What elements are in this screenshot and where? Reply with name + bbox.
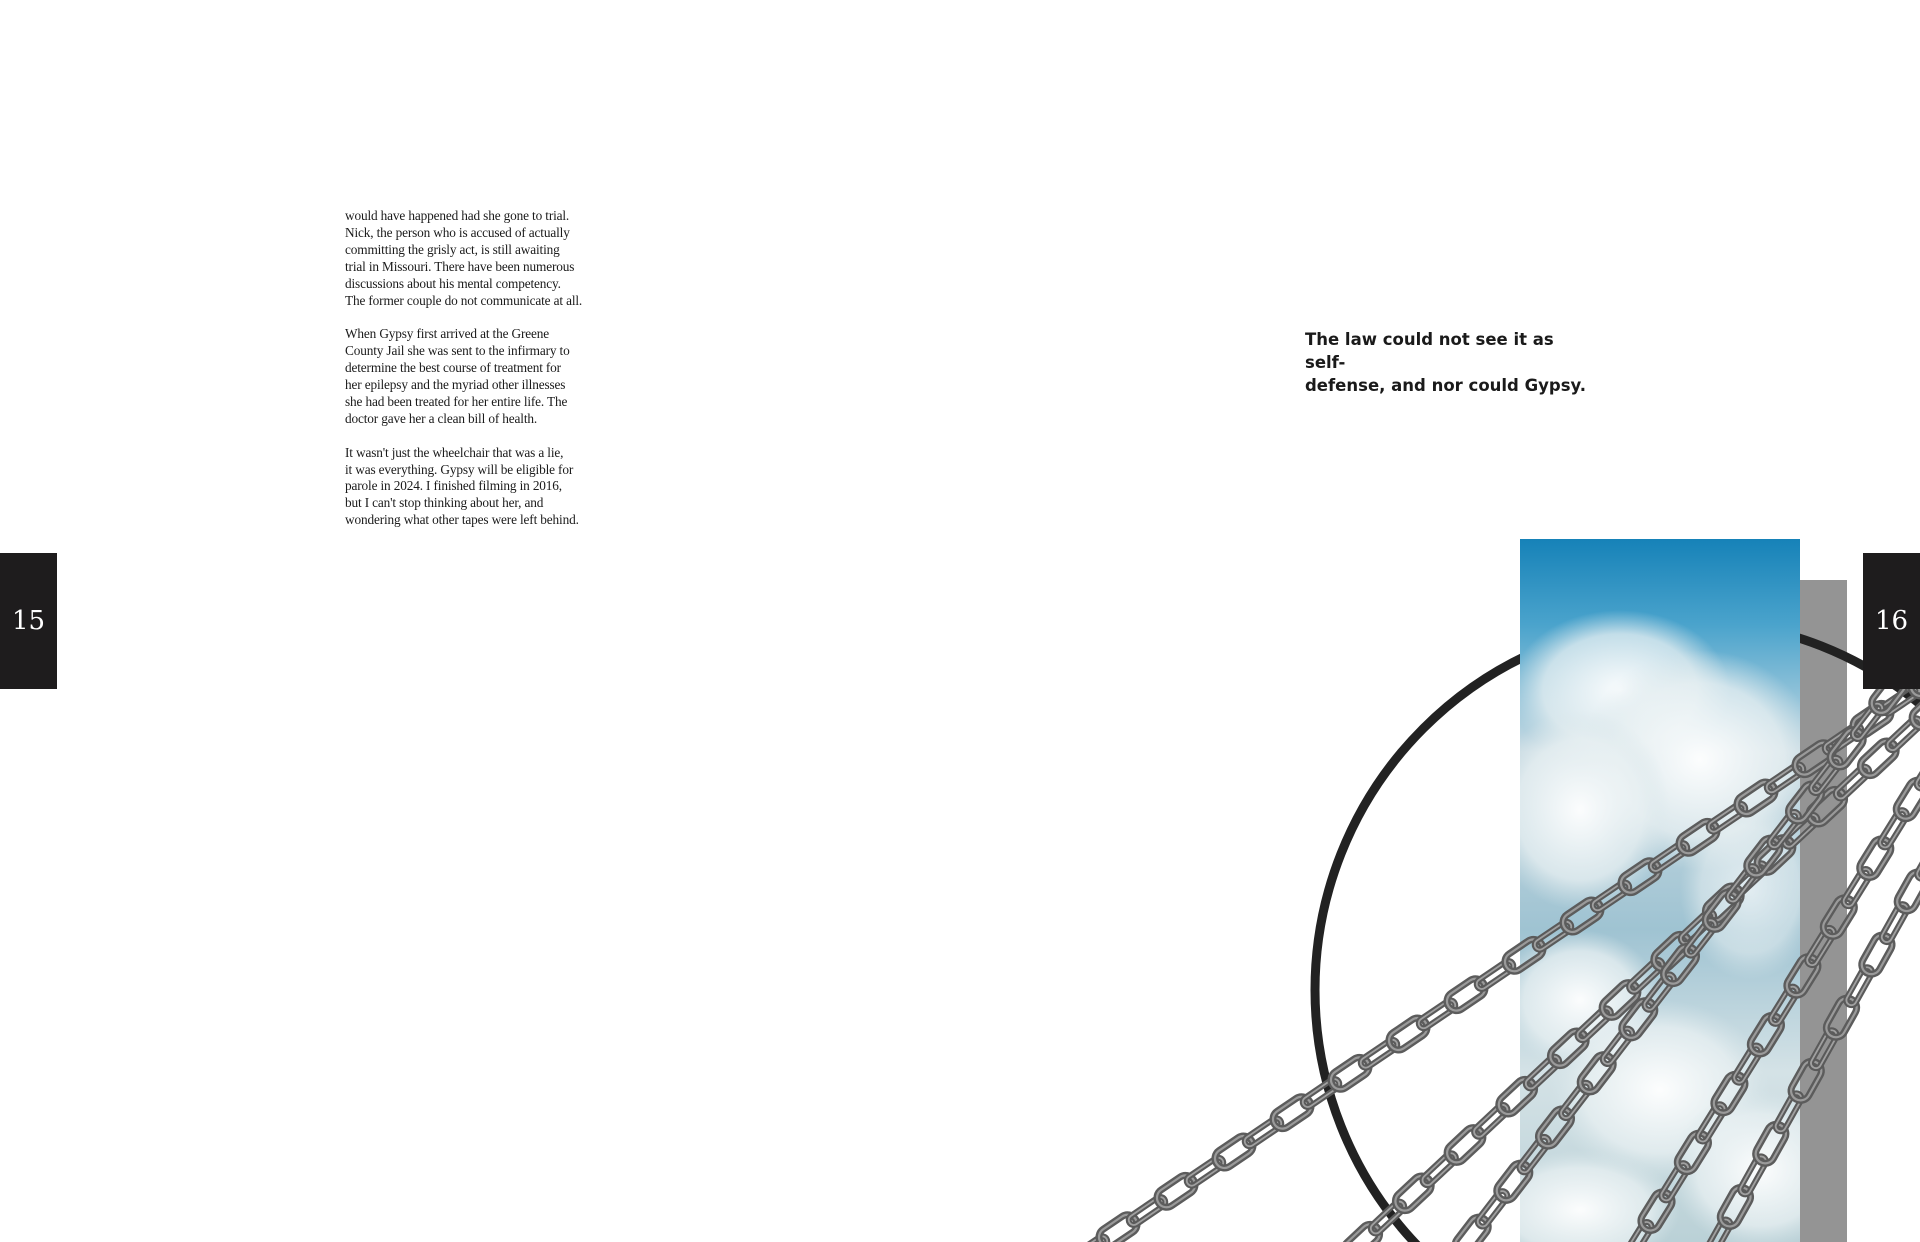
chain-link	[1915, 750, 1920, 791]
chain-link	[1243, 1116, 1283, 1148]
chain-link	[1127, 1195, 1167, 1227]
chain-link	[1805, 926, 1836, 967]
page-number-tab-left	[0, 553, 57, 689]
paragraph-1: would have happened had she gone to trial. Nick, the person who is accused of actually committing the grisly act, is still awaiting trial in Missouri. There have been numerous discussions about his mental competency. The former couple do not communicate at all.	[345, 208, 583, 308]
chain-link	[1915, 839, 1920, 881]
paragraph-3: It wasn't just the wheelchair that was a lie, it was everything. Gypsy will be eligible for parole in 2024. I finished filming in 2016, but I can't stop thinking about her, and wondering what other tapes were left behind.	[345, 444, 579, 528]
chain-link	[1472, 1103, 1509, 1139]
page-number-left: 15	[11, 606, 46, 636]
chain-link	[1185, 1156, 1225, 1188]
body-text-column	[345, 208, 635, 546]
chain-link	[1420, 1151, 1457, 1187]
chain-link	[1417, 998, 1457, 1030]
chain-link	[1842, 867, 1873, 908]
pull-quote: The law could not see it as self- defense, and nor could Gypsy.	[1305, 330, 1587, 395]
page-number-right: 16	[1874, 606, 1909, 636]
chain-link	[1878, 808, 1909, 849]
chain-link	[1359, 1038, 1399, 1070]
chain-link	[1391, 1172, 1435, 1215]
paragraph-2: When Gypsy first arrived at the Greene County Jail she was sent to the infirmary to determine the best course of treatment for her epilepsy and the myriad other illnesses she had been treated for her entire life. The doctor gave her a clean bill of health.	[345, 326, 570, 426]
chain-link	[1475, 959, 1515, 991]
chain-link	[1443, 1124, 1487, 1167]
page-number-tab-right	[1863, 553, 1920, 689]
chain-link	[1476, 1189, 1510, 1228]
chains-and-sky-illustration	[1060, 530, 1920, 1242]
